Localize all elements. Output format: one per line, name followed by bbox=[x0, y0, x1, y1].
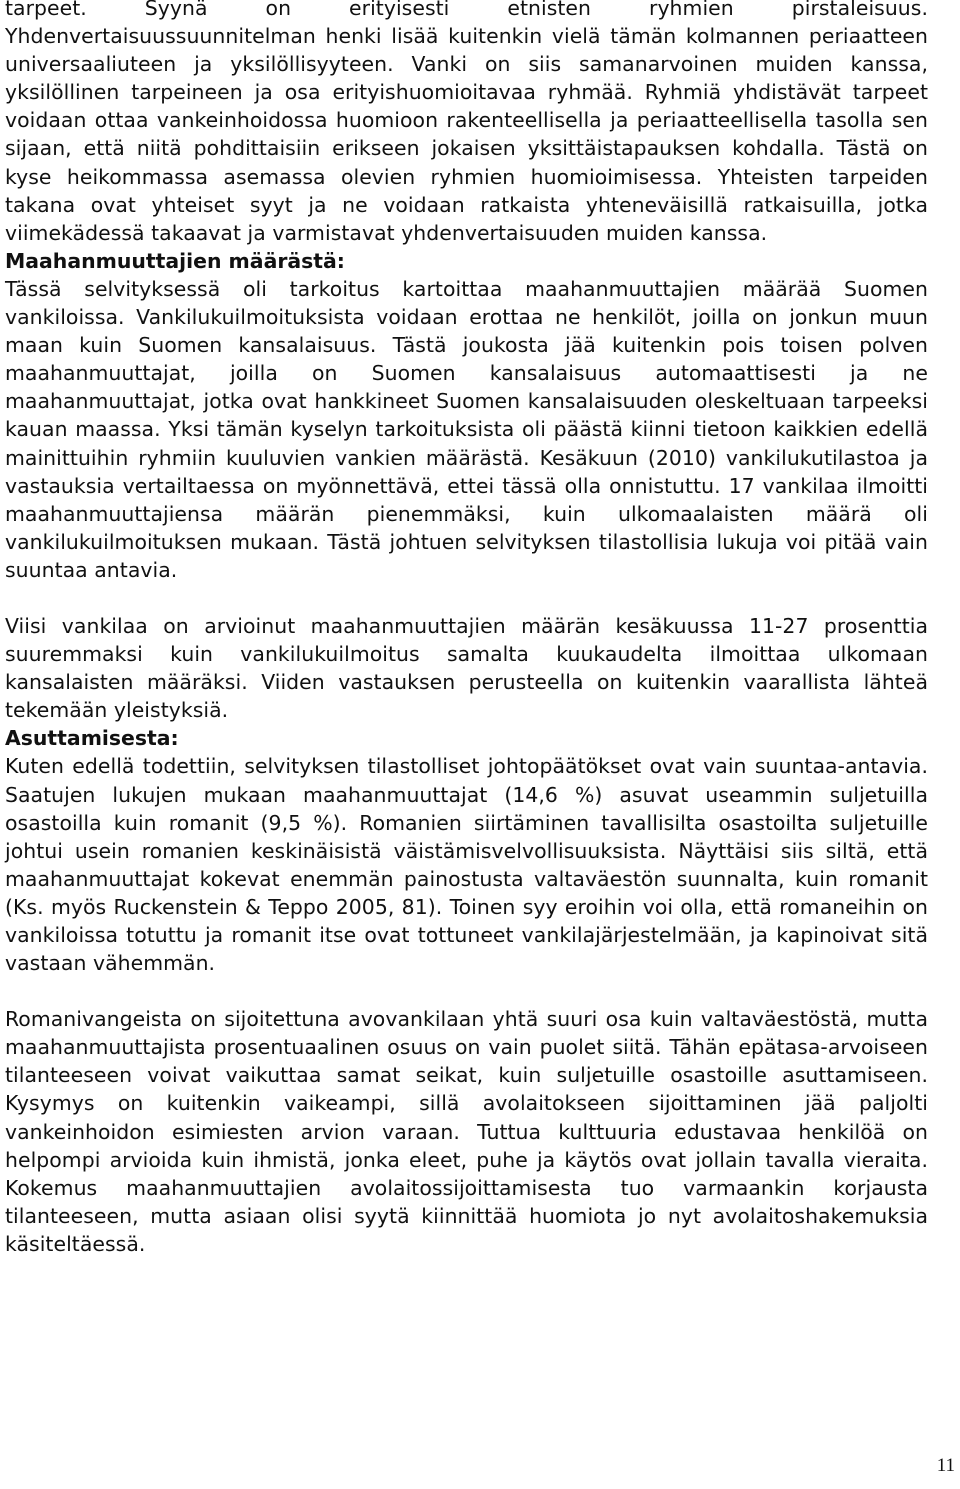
heading-asuttamisesta: Asuttamisesta: bbox=[5, 726, 179, 751]
paragraph-romanivangeista: Romanivangeista on sijoitettuna avovankilaan yhtä suuri osa kuin valtaväestöstä, mutta maahanmuuttajista prosentuaalinen osuus on vain puolet siitä. Tähän epätasa-arvoiseen tilanteeseen voivat vaikuttaa samat seikat, kuin suljetuille osastoille asuttamiseen. Kysymys on kuitenkin vaikeampi, sillä avolaitokseen sijoittaminen jää paljolti vankeinhoidon esimiesten arvion varaan. Tuttua kulttuuria edustavaa henkilöä on helpompi arvioida kuin ihmistä, jonka eleet, puhe ja käytös ovat jollain tavalla vieraita. Kokemus maahanmuuttajien avolaitossijoittamisesta tuo varmaankin korjausta tilanteeseen, mutta asiaan olisi syytä kiinnittää huomiota jo nyt avolaitoshakemuksia käsiteltäessä. bbox=[5, 1007, 928, 1256]
text-column bbox=[5, 0, 928, 1258]
paragraph-maara: Tässä selvityksessä oli tarkoitus kartoittaa maahanmuuttajien määrää Suomen vankiloissa. Vankilukuilmoituksista voidaan erottaa ne henkilöt, joilla on jonkun muun maan kuin Suomen kansalaisuus. Tästä joukosta jää kuitenkin pois toisen polven maahanmuuttajat, joilla on Suomen kansalaisuus automaattisesti ja ne maahanmuuttajat, jotka ovat hankkineet Suomen kansalaisuuden oleskeltuaan tarpeeksi kauan maassa. Yksi tämän kyselyn tarkoituksista oli päästä kiinni tietoon kaikkien edellä mainittuihin ryhmiin kuuluvien vankien määrästä. Kesäkuun (2010) vankilukutilastoa ja vastauksia vertailtaessa on myönnettävä, ettei tässä olla onnistuttu. 17 vankilaa ilmoitti maahanmuuttajiensa määrän pienemmäksi, kuin ulkomaalaisten määrä oli vankilukuilmoituksen mukaan. Tästä johtuen selvityksen tilastollisia lukuja voi pitää vain suuntaa antavia. bbox=[5, 276, 928, 582]
heading-maahanmuuttajien-maarasta: Maahanmuuttajien määrästä: bbox=[5, 248, 345, 273]
paragraph-viisi: Viisi vankilaa on arvioinut maahanmuuttajien määrän kesäkuussa 11-27 prosenttia suuremmaksi kuin vankilukuilmoitus samalta kuukaudelta ilmoittaa ulkomaan kansalaisten määräksi. Viiden vastauksen perusteella on kuitenkin vaarallista lähteä tekemään yleistyksiä. bbox=[5, 613, 928, 723]
paragraph-asuttamisesta: Kuten edellä todettiin, selvityksen tilastolliset johtopäätökset ovat vain suuntaa-antavia. Saatujen lukujen mukaan maahanmuuttajat (14,6 %) asuvat useammin suljetuilla osastoilla kuin romanit (9,5 %). Romanien siirtäminen tavallisilta osastoilta suljetuille johtui usein romanien keskinäisistä väistämisvelvollisuuksista. Näyttäisi siis siltä, että maahanmuuttajat kokevat enemmän painostusta valtaväestön suunnalta, kuin romanit (Ks. myös Ruckenstein & Teppo 2005, 81). Toinen syy eroihin voi olla, että romaneihin on vankiloissa totuttu ja romanit itse ovat tottuneet vankilajärjestelmään, ja kapinoivat sitä vastaan vähemmän. bbox=[5, 754, 928, 976]
paragraph-intro: tarpeet. Syynä on erityisesti etnisten ryhmien pirstaleisuus. Yhdenvertaisuussuunnitelman henki lisää kuitenkin vielä tämän kolmannen periaatteen universaaliuteen ja yksilöllisyyteen. Vanki on siis samanarvoinen muiden kanssa, yksilöllinen tarpeineen ja osa erityishuomioitavaa ryhmää. Ryhmiä yhdistävät tarpeet voidaan ottaa vankeinhoidossa huomioon rakenteellisella ja periaatteellisella tasolla sen sijaan, että niitä pohdittaisiin erikseen jokaisen yksittäistapauksen kohdalla. Tästä on kyse heikommassa asemassa olevien ryhmien huomioimisessa. Yhteisten tarpeiden takana ovat yhteiset syyt ja ne voidaan ratkaista yhteneväisillä ratkaisuilla, jotka viimekädessä takaavat ja varmistavat yhdenvertaisuuden muiden kanssa. bbox=[5, 0, 928, 245]
page-number: 11 bbox=[936, 1455, 955, 1476]
